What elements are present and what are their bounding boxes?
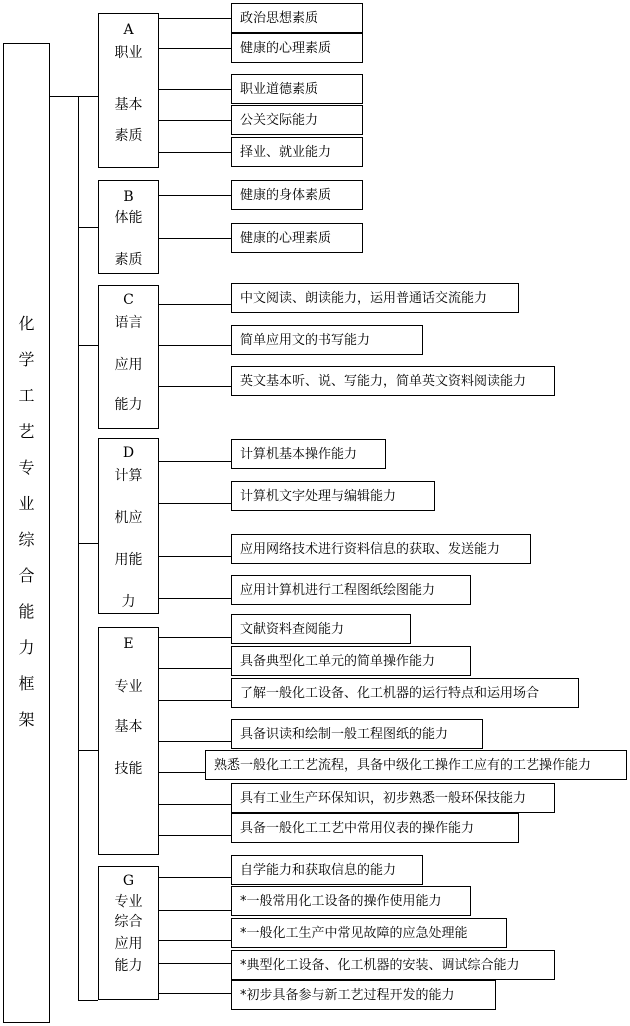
category-name-line: 用能: [114, 552, 143, 568]
category-name-line: 专业: [114, 679, 143, 695]
item-box: 文献资料查阅能力: [231, 614, 411, 644]
category-code: C: [123, 292, 134, 308]
connector-line: [78, 345, 98, 346]
connector-line: [50, 96, 98, 97]
root-title-char: 化: [18, 314, 35, 333]
root-title-char: 力: [18, 638, 35, 657]
category-box-d: [98, 438, 159, 614]
connector-line: [159, 877, 231, 878]
connector-line: [159, 910, 231, 911]
root-title-char: 框: [18, 674, 35, 693]
item-box: 计算机基本操作能力: [231, 439, 386, 469]
item-box: 应用计算机进行工程图纸绘图能力: [231, 575, 471, 605]
connector-line: [159, 835, 231, 836]
category-name-line: 力: [121, 594, 136, 610]
connector-line: [159, 741, 231, 742]
item-box: 了解一般化工设备、化工机器的运行特点和运用场合: [231, 678, 579, 708]
item-box: 熟悉一般化工工艺流程，具备中级化工操作工应有的工艺操作能力: [205, 750, 627, 780]
category-box-b: [98, 180, 159, 274]
root-title-char: 专: [18, 458, 35, 477]
item-box: *一般化工生产中常见故障的应急处理能: [231, 918, 507, 948]
root-title-char: 学: [18, 350, 35, 369]
connector-line: [159, 120, 231, 121]
item-box: *初步具备参与新工艺过程开发的能力: [231, 980, 496, 1010]
root-title-char: 合: [18, 566, 35, 585]
category-name-line: 素质: [114, 252, 143, 268]
root-title-char: 工: [18, 386, 35, 405]
item-box: 公关交际能力: [231, 105, 363, 135]
item-box: 英文基本听、说、写能力，简单英文资料阅读能力: [231, 366, 555, 396]
root-title-char: 艺: [18, 422, 35, 441]
category-name-line: 基本: [114, 719, 143, 735]
category-name-line: 机应: [114, 510, 143, 526]
connector-line: [159, 700, 231, 701]
connector-line: [159, 940, 231, 941]
trunk-line: [78, 96, 79, 1000]
category-name-line: 语言: [114, 315, 143, 331]
category-name-line: 能力: [114, 958, 143, 974]
item-box: *一般常用化工设备的操作使用能力: [231, 886, 471, 916]
category-name-line: 综合: [114, 914, 143, 930]
item-box: 中文阅读、朗读能力，运用普通话交流能力: [231, 283, 519, 313]
connector-line: [159, 556, 231, 557]
connector-line: [78, 750, 98, 751]
connector-line: [159, 804, 231, 805]
category-name-line: 基本: [114, 97, 143, 113]
connector-line: [159, 668, 231, 669]
connector-line: [78, 1000, 98, 1001]
category-name-line: 计算: [114, 468, 143, 484]
connector-line: [78, 227, 98, 228]
item-box: 简单应用文的书写能力: [231, 325, 423, 355]
connector-line: [159, 503, 231, 504]
category-box-e: [98, 627, 159, 855]
root-title-char: 能: [18, 602, 35, 621]
category-name-line: 职业: [114, 45, 143, 61]
connector-line: [159, 993, 231, 994]
item-box: 健康的心理素质: [231, 33, 363, 63]
item-box: 计算机文字处理与编辑能力: [231, 481, 435, 511]
connector-line: [159, 461, 231, 462]
item-box: 具有工业生产环保知识，初步熟悉一般环保技能力: [231, 783, 555, 813]
item-box: 具备典型化工单元的简单操作能力: [231, 646, 471, 676]
connector-line: [159, 772, 205, 773]
category-code: D: [122, 445, 135, 461]
item-box: 职业道德素质: [231, 74, 363, 104]
root-title-char: 架: [18, 710, 35, 729]
category-name-line: 应用: [114, 936, 143, 952]
connector-line: [159, 386, 231, 387]
item-box: 健康的心理素质: [231, 223, 363, 253]
item-box: 自学能力和获取信息的能力: [231, 855, 423, 885]
connector-line: [159, 18, 231, 19]
category-name-line: 素质: [114, 128, 143, 144]
category-name-line: 能力: [114, 397, 143, 413]
category-name-line: 技能: [114, 761, 143, 777]
connector-line: [78, 543, 98, 544]
connector-line: [159, 963, 231, 964]
item-box: 具备识读和绘制一般工程图纸的能力: [231, 719, 483, 749]
connector-line: [159, 89, 231, 90]
connector-line: [159, 304, 231, 305]
root-title: [4, 306, 49, 738]
connector-line: [159, 637, 231, 638]
category-code: G: [122, 873, 135, 889]
item-box: 健康的身体素质: [231, 180, 363, 210]
connector-line: [159, 152, 231, 153]
category-code: B: [123, 189, 134, 205]
category-code: E: [123, 636, 134, 652]
root-title-char: 业: [18, 494, 35, 513]
item-box: *典型化工设备、化工机器的安装、调试综合能力: [231, 950, 555, 980]
connector-line: [159, 238, 231, 239]
item-box: 应用网络技术进行资料信息的获取、发送能力: [231, 534, 531, 564]
item-box: 政治思想素质: [231, 3, 363, 33]
connector-line: [159, 345, 231, 346]
connector-line: [159, 598, 231, 599]
category-box-a: [98, 13, 159, 168]
category-name-line: 体能: [114, 210, 143, 226]
root-title-char: 综: [18, 530, 35, 549]
item-box: 具备一般化工工艺中常用仪表的操作能力: [231, 813, 519, 843]
connector-line: [159, 48, 231, 49]
category-box-g: [98, 866, 159, 1000]
category-name-line: 专业: [114, 894, 143, 910]
root-box: [3, 43, 50, 1023]
connector-line: [159, 195, 231, 196]
category-box-c: [98, 285, 159, 429]
category-code: A: [123, 22, 134, 38]
item-box: 择业、就业能力: [231, 137, 363, 167]
category-name-line: 应用: [114, 357, 143, 373]
